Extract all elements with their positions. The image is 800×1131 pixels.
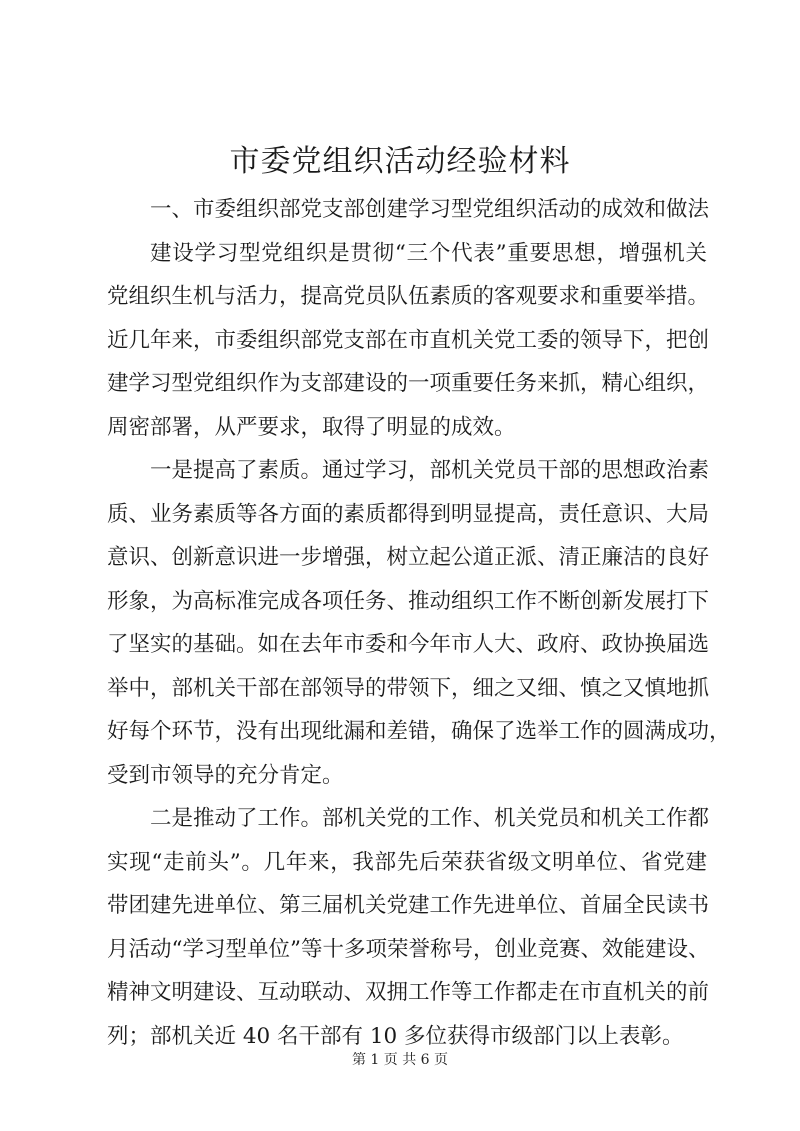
page-number: 第 1 页 共 6 页 bbox=[351, 1052, 449, 1068]
document-title: 市委党组织活动经验材料 bbox=[229, 144, 571, 179]
paragraph-line: 带团建先进单位、第三届机关党建工作先进单位、首届全民读书 bbox=[107, 893, 710, 918]
paragraph-line: 党组织生机与活力，提高党员队伍素质的客观要求和重要举措。 bbox=[107, 284, 710, 309]
paragraph-line: 举中，部机关干部在部领导的带领下，细之又细、慎之又慎地抓 bbox=[107, 675, 710, 701]
paragraph-line: 实现“走前头”。几年来，我部先后荣获省级文明单位、省党建 bbox=[107, 849, 707, 875]
paragraph-line: 受到市领导的充分肯定。 bbox=[107, 762, 344, 788]
paragraph-line: 二是推动了工作。部机关党的工作、机关党员和机关工作都 bbox=[150, 806, 710, 831]
paragraph-line: 建学习型党组织作为支部建设的一项重要任务来抓，精心组织， bbox=[107, 371, 710, 396]
paragraph-line: 列；部机关近 40 名干部有 10 多位获得市级部门以上表彰。 bbox=[107, 1023, 684, 1049]
paragraph-line: 一是提高了素质。通过学习，部机关党员干部的思想政治素 bbox=[150, 458, 710, 483]
paragraph-line: 建设学习型党组织是贯彻“三个代表”重要思想，增强机关 bbox=[150, 240, 707, 266]
paragraph-line: 了坚实的基础。如在去年市委和今年市人大、政府、政协换届选 bbox=[107, 632, 710, 657]
paragraph-line: 质、业务素质等各方面的素质都得到明显提高，责任意识、大局 bbox=[107, 501, 710, 527]
paragraph-line: 好每个环节，没有出现纰漏和差错，确保了选举工作的圆满成功， bbox=[107, 719, 731, 744]
paragraph-line: 意识、创新意识进一步增强，树立起公道正派、清正廉洁的良好 bbox=[107, 545, 710, 570]
paragraph-line: 形象，为高标准完成各项任务、推动组织工作不断创新发展打下 bbox=[107, 588, 710, 614]
paragraph-line: 月活动“学习型单位”等十多项荣誉称号，创业竞赛、效能建设、 bbox=[107, 936, 710, 962]
paragraph-line: 周密部署，从严要求，取得了明显的成效。 bbox=[107, 414, 516, 440]
paragraph-line: 精神文明建设、互动联动、双拥工作等工作都走在市直机关的前 bbox=[107, 980, 710, 1005]
section-heading: 一、市委组织部党支部创建学习型党组织活动的成效和做法 bbox=[150, 197, 710, 222]
paragraph-line: 近几年来，市委组织部党支部在市直机关党工委的领导下，把创 bbox=[107, 327, 710, 353]
